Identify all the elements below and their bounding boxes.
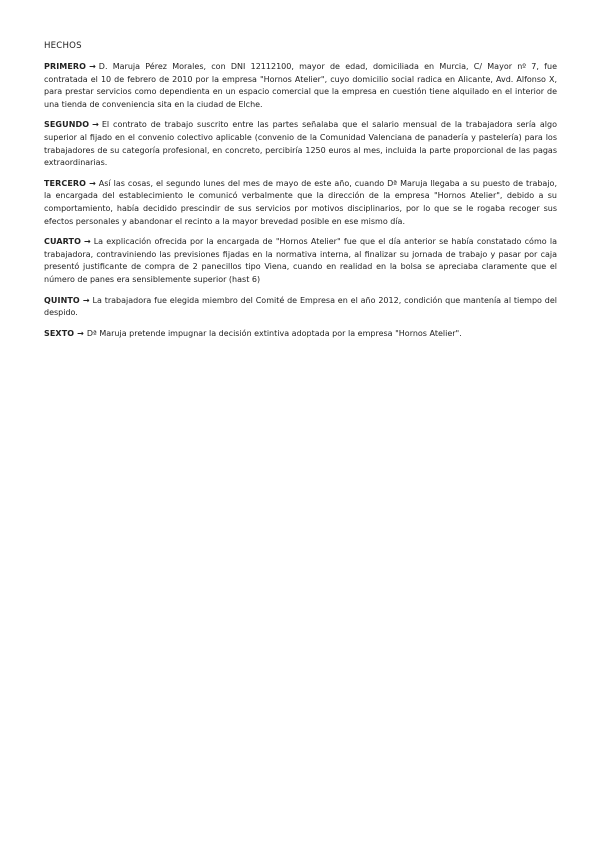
document-title: HECHOS	[44, 41, 82, 51]
paragraph-sexto	[44, 328, 557, 341]
arrow-icon: →	[82, 295, 90, 305]
paragraph-text: D. Maruja Pérez Morales, con DNI 12112100, mayor de edad, domiciliada en Murcia, C/ Mayor nº 7, fue contratada el 10 de febrero de 2010 por la empresa "Hornos Atelier", cuyo domicilio social radica en Alicante, Avd. Alfonso X, para prestar servicios como dependienta en un espacio comercial que la empresa en cuestión tiene alquilado en el interior de una tienda de conveniencia sita en la ciudad de Elche.	[44, 62, 557, 109]
paragraph-label: QUINTO	[44, 295, 80, 305]
paragraph-cuarto	[44, 236, 557, 286]
paragraph-label: SEXTO	[44, 328, 75, 338]
arrow-icon: →	[89, 178, 96, 188]
paragraph-label: CUARTO	[44, 237, 81, 247]
paragraph-text: Dª Maruja pretende impugnar la decisión extintiva adoptada por la empresa "Hornos Atelier".	[86, 328, 462, 338]
paragraph-label: TERCERO	[44, 178, 87, 188]
paragraph-tercero	[44, 178, 557, 228]
arrow-icon: →	[83, 237, 91, 247]
paragraph-label: SEGUNDO	[44, 120, 90, 130]
paragraph-text: La trabajadora fue elegida miembro del Comité de Empresa en el año 2012, condición que mantenía al tiempo del despido.	[44, 295, 557, 318]
document-page	[44, 40, 557, 348]
arrow-icon: →	[89, 62, 96, 71]
paragraph-text: El contrato de trabajo suscrito entre las partes señalaba que el salario mensual de la trabajadora sería algo superior al fijado en el convenio colectivo aplicable (convenio de la Comunidad Valenciana de panadería y pastelería) para los trabajadores de su categoría profesional, en concreto, percibiría 1250 euros al mes, incluida la parte proporcional de las pagas extraordinarias.	[44, 120, 557, 168]
paragraph-text: La explicación ofrecida por la encargada de "Hornos Atelier" fue que el día anterior se había constatado cómo la trabajadora, contraviniendo las previsiones fijadas en la normativa interna, al finalizar su jornada de trabajo y pasar por caja presentó justificante de compra de 2 panecillos tipo Viena, cuando en realidad en la bolsa se apreciaba claramente que el número de panes era sensiblemente superior (hast 6)	[44, 237, 557, 284]
paragraph-text: Así las cosas, el segundo lunes del mes de mayo de este año, cuando Dª Maruja llegaba a su puesto de trabajo, la encargada del establecimiento le comunicó verbalmente que la dirección de la empresa "Hornos Atelier", debido a su comportamiento, había decidido prescindir de sus servicios por motivos disciplinarios, por lo que se le rogaba recoger sus efectos personales y abandonar el recinto a la mayor brevedad posible en ese mismo día.	[44, 178, 557, 226]
paragraph-quinto	[44, 295, 557, 320]
arrow-icon: →	[92, 120, 99, 130]
paragraph-label: PRIMERO	[44, 62, 87, 71]
arrow-icon: →	[77, 328, 84, 338]
paragraph-segundo	[44, 119, 557, 169]
paragraph-primero	[44, 61, 557, 111]
